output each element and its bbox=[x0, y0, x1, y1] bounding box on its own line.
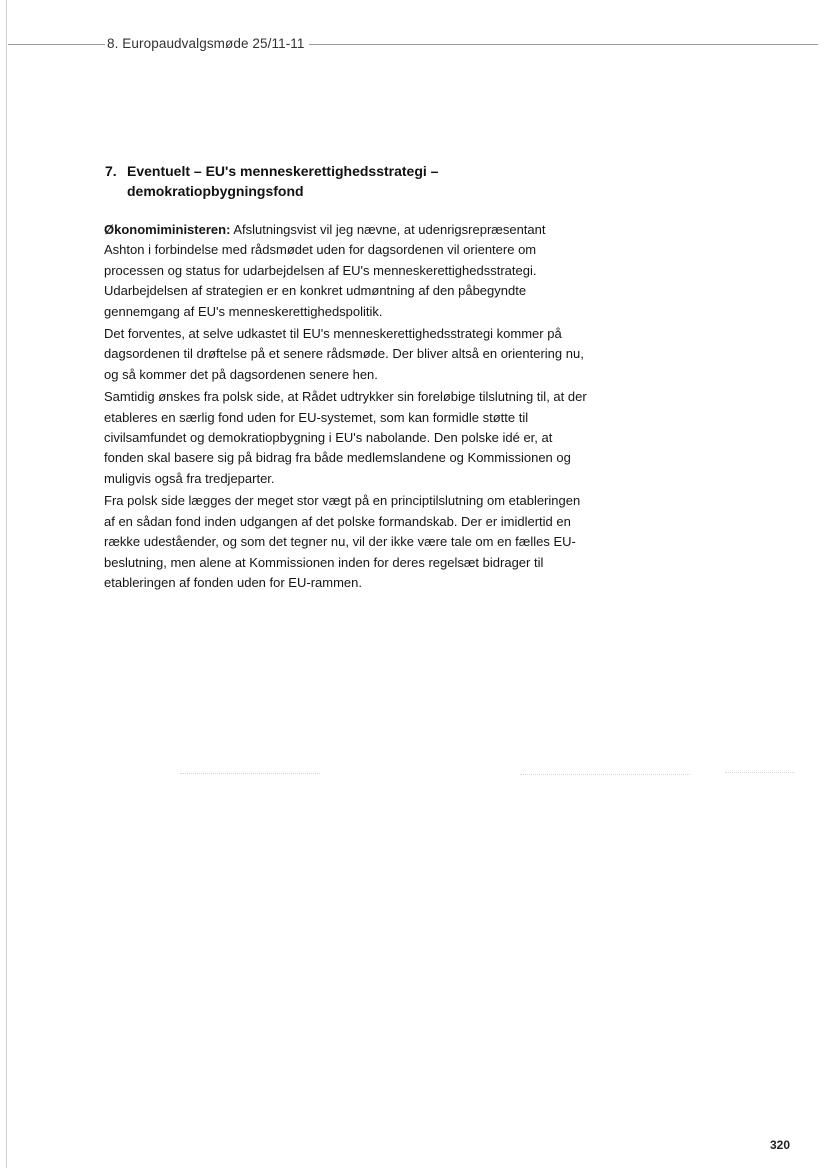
paragraph-text: Afslutningsvist vil jeg nævne, at udenrigsrepræsentant Ashton i forbindelse med rådsmødet uden for dagsordenen vil orientere om processen og status for udarbejdelsen af EU's menneskerettighedsstrategi. Udarbejdelsen af strategien er en konkret udmøntning af den påbegyndte gennemgang af EU's menneskerettighedspolitik. bbox=[104, 222, 546, 319]
paragraph-text: Det forventes, at selve udkastet til EU's menneskerettighedsstrategi kommer på dagsordenen til drøftelse på et senere rådsmøde. Der bliver altså en orientering nu, og så kommer det på dagsordenen senere hen. bbox=[104, 326, 584, 382]
section-title: Eventuelt – EU's menneskerettighedsstrategi – demokratiopbygningsfond bbox=[127, 163, 439, 199]
paragraph-text: Samtidig ønskes fra polsk side, at Rådet udtrykker sin foreløbige tilslutning til, at der etableres en særlig fond uden for EU-systemet, som kan formidle støtte til civilsamfundet og demokratiopbygning i EU's nabolande. Den polske idé er, at fonden skal basere sig på bidrag fra både medlemslandene og Kommissionen og muligvis også fra tredjeparter. bbox=[104, 389, 587, 486]
scan-artifact bbox=[180, 773, 320, 774]
paragraph bbox=[104, 491, 588, 593]
paragraph bbox=[104, 387, 588, 489]
scan-artifact bbox=[520, 774, 690, 775]
page-edge bbox=[6, 0, 7, 1168]
paragraph bbox=[104, 324, 588, 385]
scan-artifact bbox=[725, 772, 795, 773]
running-header: 8. Europaudvalgsmøde 25/11-11 bbox=[105, 36, 309, 51]
body-text bbox=[104, 220, 588, 595]
section-heading bbox=[105, 161, 575, 201]
page-number: 320 bbox=[769, 1138, 790, 1152]
paragraph-text: Fra polsk side lægges der meget stor vægt på en principtilslutning om etableringen af en sådan fond inden udgangen af det polske formandskab. Der er imidlertid en række udeståender, og som det tegner nu, vil der ikke være tale om en fælles EU-beslutning, men alene at Kommissionen inden for deres regelsæt bidrager til etableringen af fonden uden for EU-rammen. bbox=[104, 493, 581, 590]
section-number: 7. bbox=[105, 163, 117, 179]
speaker-label: Økonomiministeren: bbox=[104, 222, 231, 237]
paragraph bbox=[104, 220, 588, 322]
